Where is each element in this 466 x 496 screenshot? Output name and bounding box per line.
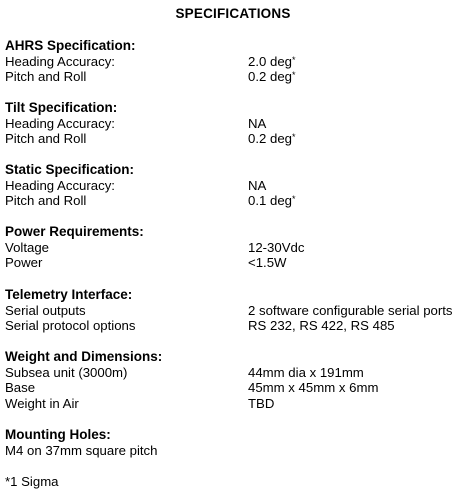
spec-row (5, 54, 461, 70)
spec-row (5, 116, 461, 132)
spec-label: Serial outputs (5, 302, 86, 318)
spec-row (5, 380, 461, 396)
spec-row (5, 396, 461, 412)
section-heading: Telemetry Interface: (5, 287, 133, 302)
spec-value (248, 178, 266, 194)
section-static (5, 162, 461, 209)
footnote-marker: * (292, 54, 296, 65)
spec-value-text: 0.2 deg (248, 69, 292, 85)
spec-label: Pitch and Roll (5, 131, 87, 147)
spec-label: Heading Accuracy: (5, 177, 115, 193)
spec-row (5, 303, 461, 319)
spec-label: Weight in Air (5, 395, 79, 411)
spec-label: Voltage (5, 239, 49, 255)
spec-value-text: NA (248, 115, 267, 131)
spec-value-text: NA (248, 177, 267, 193)
section-ahrs (5, 38, 461, 85)
footnote-marker: * (292, 70, 296, 81)
section-heading: Weight and Dimensions: (5, 349, 163, 364)
spec-row (5, 318, 461, 334)
spec-value: 2 software configurable serial ports (248, 302, 453, 318)
spec-value: <1.5W (248, 255, 287, 271)
spec-value-text: 2.0 deg (248, 53, 292, 69)
section-heading: Tilt Specification: (5, 100, 118, 115)
spec-label: Heading Accuracy: (5, 115, 115, 131)
spec-label: Subsea unit (3000m) (5, 364, 128, 380)
spec-value: 44mm dia x 191mm (248, 364, 364, 380)
section-heading: Mounting Holes: (5, 427, 111, 442)
spec-row (5, 240, 461, 256)
section-weight-dimensions (5, 349, 461, 411)
spec-label: Base (5, 380, 36, 396)
footnote-marker: * (292, 194, 296, 205)
footnote-marker: * (292, 132, 296, 143)
spec-label: M4 on 37mm square pitch (5, 442, 158, 458)
spec-label: Serial protocol options (5, 318, 136, 334)
spec-row (5, 69, 461, 85)
section-telemetry (5, 287, 461, 334)
spec-row (5, 443, 461, 459)
spec-row (5, 131, 461, 147)
spec-value (248, 193, 296, 209)
spec-value: 45mm x 45mm x 6mm (248, 380, 379, 396)
section-mounting-holes (5, 427, 461, 458)
section-tilt (5, 100, 461, 147)
spec-value (248, 116, 266, 132)
spec-label: Heading Accuracy: (5, 53, 115, 69)
spec-label: Pitch and Roll (5, 69, 87, 85)
spec-row (5, 365, 461, 381)
spec-value: RS 232, RS 422, RS 485 (248, 318, 395, 334)
section-heading: Power Requirements: (5, 224, 144, 239)
spec-row (5, 193, 461, 209)
section-heading: AHRS Specification: (5, 38, 136, 53)
spec-label: Pitch and Roll (5, 193, 87, 209)
spec-value: TBD (248, 395, 275, 411)
section-power (5, 224, 461, 271)
spec-value-text: 0.2 deg (248, 131, 292, 147)
spec-row (5, 178, 461, 194)
spec-label: Power (5, 255, 43, 271)
spec-value (248, 131, 296, 147)
footnote: *1 Sigma (5, 474, 59, 489)
spec-row (5, 255, 461, 271)
spec-value (248, 54, 296, 70)
spec-value-text: 0.1 deg (248, 193, 292, 209)
section-heading: Static Specification: (5, 162, 135, 177)
spec-value (248, 69, 296, 85)
spec-value: 12-30Vdc (248, 239, 305, 255)
page-title: SPECIFICATIONS (175, 6, 291, 21)
